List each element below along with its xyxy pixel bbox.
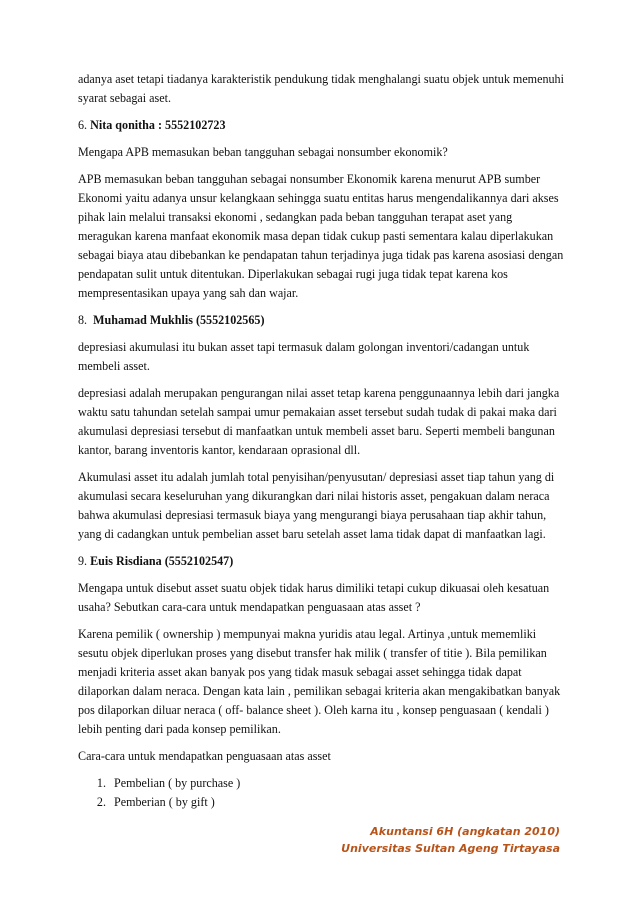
footer-class-label: Akuntansi 6H (angkatan 2010): [370, 825, 560, 838]
section-6-question: Mengapa APB memasukan beban tangguhan sebagai nonsumber ekonomik?: [78, 145, 448, 159]
section-9-heading: [78, 552, 566, 571]
list-item: [78, 774, 566, 793]
section-9-list-intro: Cara-cara untuk mendapatkan penguasaan atas asset: [78, 749, 331, 763]
section-6-heading: [78, 116, 566, 135]
list-item-number: 2.: [96, 795, 106, 809]
list-item-number: 1.: [96, 776, 106, 790]
acquisition-methods-list: [78, 774, 566, 812]
list-item: [78, 793, 566, 812]
page-content: [78, 70, 566, 812]
section-9-answer: Karena pemilik ( ownership ) mempunyai makna yuridis atau legal. Artinya ,untuk mememliki sesutu objek diperlukan proses yang disebut transfer hak milik ( transfer of titie ). Bila pemilikan menjadi kriteria asset akan banyak pos yang tidak masuk sebagai asset sehingga tidak dapat dilaporkan dalam neraca. Dengan kata lain , pemilikan sebagai kriteria akan mengakibatkan banyak pos dilaporkan diluar neraca ( off- balance sheet ). Oleh karna itu , konsep penguasaan ( kendali ) lebih penting dari pada konsep pemilikan.: [78, 627, 561, 736]
section-8-paragraph-2: depresiasi adalah merupakan pengurangan nilai asset tetap karena penggunaannya lebih dari jangka waktu satu tahundan setelah sampai umur pemakaian asset tersebut sudah tudak di pakai maka dari akumulasi depresiasi tersebut di manfaatkan untuk membeli asset baru. Seperti membeli bangunan kantor, barang inventoris kantor, kendaraan oprasional dll.: [78, 386, 560, 457]
section-8-heading: [78, 311, 566, 330]
section-9-number: 9.: [78, 554, 88, 568]
section-8-number: 8.: [78, 313, 88, 327]
section-9-name: Euis Risdiana (5552102547): [90, 554, 234, 568]
page-footer: [341, 823, 560, 857]
section-8-paragraph-3: Akumulasi asset itu adalah jumlah total penyisihan/penyusutan/ depresiasi asset tiap tahun yang di akumulasi secara keseluruhan yang dikurangkan dari nilai historis asset, pengakuan dalam neraca bahwa akumulasi depresiasi termasuk biaya yang mengurangi biaya perusahaan tiap akhir tahun, yang di cadangkan untuk pembelian asset baru setelah asset lama tidak dapat di manfaatkan lagi.: [78, 470, 555, 541]
section-6-name: Nita qonitha : 5552102723: [90, 118, 226, 132]
intro-paragraph: adanya aset tetapi tiadanya karakteristik pendukung tidak menghalangi suatu objek untuk memenuhi syarat sebagai aset.: [78, 72, 564, 105]
section-6-number: 6.: [78, 118, 88, 132]
list-item-text: Pemberian ( by gift ): [114, 795, 215, 809]
section-9-question: Mengapa untuk disebut asset suatu objek tidak harus dimiliki tetapi cukup dikuasai oleh kesatuan usaha? Sebutkan cara-cara untuk mendapatkan penguasaan atas asset ?: [78, 581, 550, 614]
list-item-text: Pembelian ( by purchase ): [114, 776, 241, 790]
footer-university-label: Universitas Sultan Ageng Tirtayasa: [341, 842, 560, 855]
section-8-paragraph-1: depresiasi akumulasi itu bukan asset tapi termasuk dalam golongan inventori/cadangan untuk membeli asset.: [78, 340, 530, 373]
section-8-name: Muhamad Mukhlis (5552102565): [93, 313, 265, 327]
section-6-answer: APB memasukan beban tangguhan sebagai nonsumber Ekonomik karena menurut APB sumber Ekonomi yaitu adanya unsur kelangkaan sehingga suatu entitas harus mengendalikannya dari akses pihak lain melalui transaksi ekonomi , sedangkan pada beban tangguhan terapat aset yang meragukan karena manfaat ekonomik masa depan tidak cukup pasti sementara kalau diperlakukan sebagai biaya atau dibebankan ke pendapatan tahun terjadinya juga tidak pas karena asosiasi dengan pendapatan sulit untuk ditentukan. Diperlakukan sebagai rugi juga tidak tepat karena kos mempresentasikan upaya yang sah dan wajar.: [78, 172, 564, 300]
